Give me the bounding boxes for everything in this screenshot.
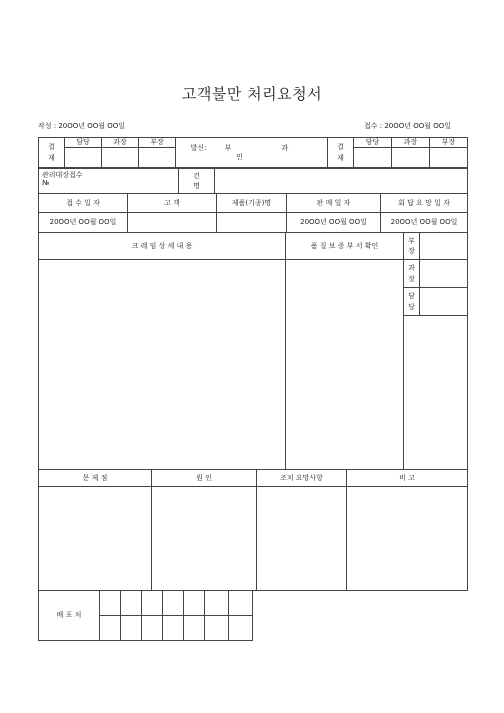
approval-left-sign-1[interactable] [65, 148, 102, 168]
value-customer[interactable] [128, 213, 217, 233]
claim-detail-header: 크 레 임 상 세 내 용 [39, 233, 286, 260]
approval-left-sign-3[interactable] [139, 148, 176, 168]
value-product-name[interactable] [217, 213, 287, 233]
header-problem: 문 제 점 [39, 470, 152, 487]
header-receipt-date: 접 수 일 자 [39, 194, 128, 213]
side-approval-3-label: 담 당 [404, 288, 420, 316]
date-written: 작성 : 20OO년 OO월 OO일 [38, 122, 126, 130]
cause-body[interactable] [152, 487, 257, 591]
side-approval-1-label: 부 장 [404, 233, 420, 260]
approval-left-col-1: 담당 [65, 138, 102, 148]
approval-right-sign-1[interactable] [354, 148, 392, 168]
distribution-cell-13[interactable] [205, 616, 229, 641]
distribution-cell-7[interactable] [229, 591, 253, 616]
registry-table [38, 168, 468, 194]
distribution-table [38, 590, 253, 641]
claim-detail-body[interactable] [39, 260, 286, 470]
claim-table [38, 232, 468, 470]
approval-left-col-2: 과장 [102, 138, 139, 148]
side-approval-blank [404, 316, 468, 470]
distribution-cell-4[interactable] [163, 591, 184, 616]
registry-label: 관리대장접수 [42, 171, 83, 179]
distribution-cell-9[interactable] [121, 616, 142, 641]
distribution-cell-12[interactable] [184, 616, 205, 641]
side-approval-3-sign[interactable] [420, 288, 468, 316]
distribution-cell-2[interactable] [121, 591, 142, 616]
approval-right-col-2: 과장 [392, 138, 430, 148]
approval-right-sign-3[interactable] [430, 148, 468, 168]
qa-header: 품 질 보 증 부 서 확인 [286, 233, 404, 260]
action-required-body[interactable] [257, 487, 347, 591]
approval-right-col-1: 담당 [354, 138, 392, 148]
distribution-cell-3[interactable] [142, 591, 163, 616]
lower-table [38, 469, 468, 591]
distribution-cell-5[interactable] [184, 591, 205, 616]
info-table [38, 193, 468, 233]
case-name-value[interactable] [215, 169, 468, 194]
approval-left-label: 결 재 [39, 138, 65, 168]
header-reply-date: 회 답 요 망 일 자 [381, 194, 468, 213]
sender-label: 발신: [190, 144, 207, 153]
distribution-cell-6[interactable] [205, 591, 229, 616]
registry-cell[interactable] [39, 169, 179, 194]
problem-body[interactable] [39, 487, 152, 591]
qa-body[interactable] [286, 260, 404, 470]
distribution-cell-10[interactable] [142, 616, 163, 641]
header-cause: 원 인 [152, 470, 257, 487]
approval-right-label: 결 재 [328, 138, 354, 168]
date-received: 접수 : 20OO년 OO월 OO일 [364, 122, 452, 130]
approval-left-sign-2[interactable] [102, 148, 139, 168]
distribution-cell-1[interactable] [100, 591, 121, 616]
value-reply-date[interactable]: 20OO년 OO월 OO일 [381, 213, 468, 233]
header-product-name: 제품(기종)명 [217, 194, 287, 213]
value-receipt-date[interactable]: 20OO년 OO월 OO일 [39, 213, 128, 233]
header-customer: 고 객 [128, 194, 217, 213]
page-title: 고객불만 처리요청서 [181, 85, 323, 103]
distribution-cell-8[interactable] [100, 616, 121, 641]
sender-cell [176, 138, 328, 168]
value-sale-date[interactable]: 20OO년 OO월 OO일 [287, 213, 381, 233]
case-name-label: 건 명 [179, 169, 215, 194]
approval-header-table [38, 137, 468, 168]
registry-no: № [42, 179, 50, 188]
approval-right-col-3: 부장 [430, 138, 468, 148]
distribution-cell-11[interactable] [163, 616, 184, 641]
side-approval-1-sign[interactable] [420, 233, 468, 260]
remarks-body[interactable] [347, 487, 468, 591]
distribution-cell-14[interactable] [229, 616, 253, 641]
header-sale-date: 판 매 일 자 [287, 194, 381, 213]
header-remarks: 비 고 [347, 470, 468, 487]
distribution-label: 배 포 처 [39, 591, 100, 641]
header-action-required: 조치 요망사항 [257, 470, 347, 487]
side-approval-2-label: 과 장 [404, 260, 420, 288]
sender-dept: 부 과 인 [224, 144, 313, 161]
approval-left-col-3: 부장 [139, 138, 176, 148]
side-approval-2-sign[interactable] [420, 260, 468, 288]
approval-right-sign-2[interactable] [392, 148, 430, 168]
